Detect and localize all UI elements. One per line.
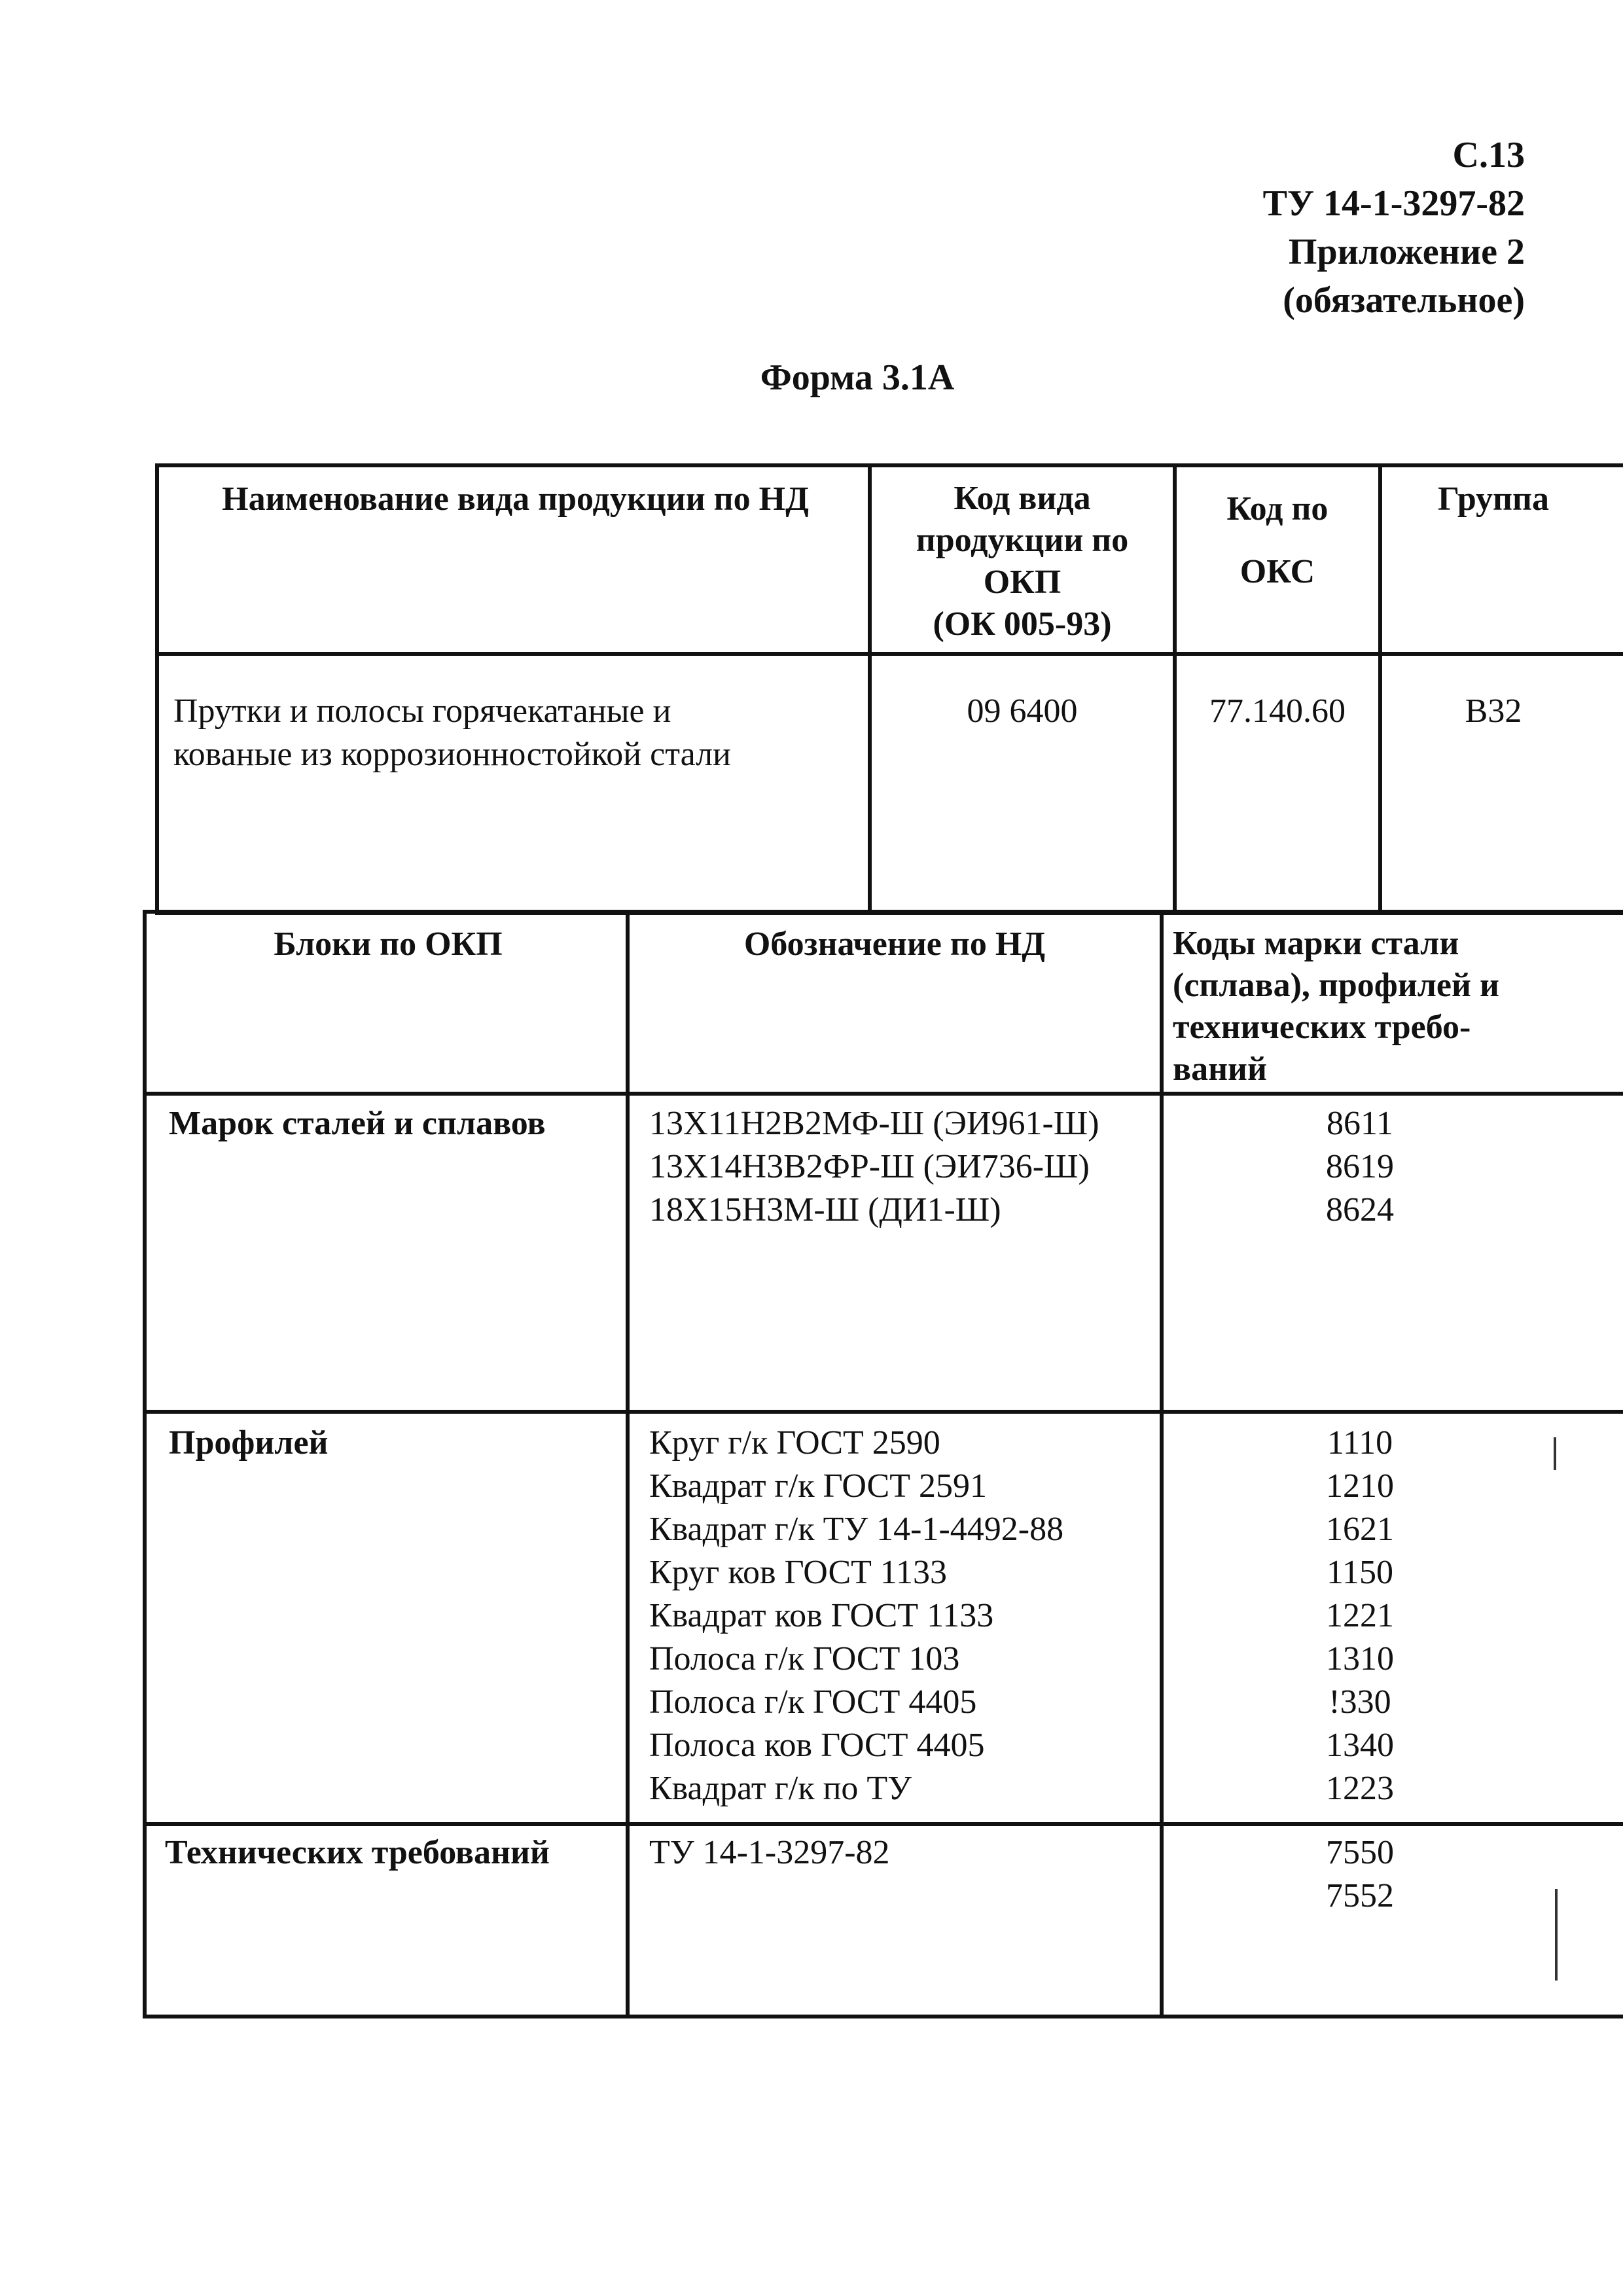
- code-item: 7550: [1326, 1834, 1394, 1871]
- code-item: 8624: [1326, 1191, 1394, 1229]
- list-item: Полоса ков ГОСТ 4405: [649, 1727, 985, 1764]
- header-oks-line: ОКС: [1240, 553, 1315, 590]
- code-item: 8619: [1326, 1148, 1394, 1185]
- grades-codes: [1164, 1102, 1556, 1232]
- code-item: 1310: [1326, 1640, 1394, 1677]
- scan-mark: [1554, 1437, 1556, 1470]
- annex-note: (обязательное): [1283, 280, 1525, 321]
- header-codes-line: Коды марки стали: [1173, 925, 1459, 962]
- code-item: 1110: [1327, 1424, 1393, 1462]
- code-item: 1340: [1326, 1727, 1394, 1764]
- list-item: Полоса г/к ГОСТ 4405: [649, 1683, 977, 1721]
- header-group: Группа: [1438, 480, 1549, 518]
- divider: [147, 1092, 1623, 1096]
- okp-code: 09 6400: [967, 692, 1078, 730]
- annex-label: Приложение 2: [1288, 232, 1525, 272]
- document-code: ТУ 14-1-3297-82: [1262, 183, 1525, 224]
- header-oks-line: Код по: [1226, 490, 1329, 528]
- list-item: Квадрат ков ГОСТ 1133: [649, 1597, 994, 1634]
- product-name: [173, 690, 861, 776]
- code-item: 1621: [1326, 1511, 1394, 1548]
- oks-code: 77.140.60: [1209, 692, 1346, 730]
- profiles-list: [649, 1422, 1160, 1810]
- tech-requirements-list: [649, 1831, 1160, 1874]
- list-item: Полоса г/к ГОСТ 103: [649, 1640, 960, 1677]
- codes-table: [143, 910, 1623, 2018]
- header-okp-line: (ОК 005-93): [933, 605, 1112, 643]
- list-item: Квадрат г/к по ТУ: [649, 1770, 912, 1807]
- divider: [159, 652, 1623, 656]
- list-item: Круг г/к ГОСТ 2590: [649, 1424, 940, 1462]
- document-header: [1263, 131, 1525, 325]
- block-tech-requirements: Технических требований: [165, 1834, 550, 1871]
- divider: [147, 1822, 1623, 1826]
- tech-requirements-codes: [1164, 1831, 1556, 1918]
- list-item: Круг ков ГОСТ 1133: [649, 1554, 947, 1591]
- code-item: 1223: [1326, 1770, 1394, 1807]
- profiles-codes: [1164, 1422, 1556, 1810]
- header-codes-line: технических требо-: [1173, 1009, 1471, 1046]
- list-item: 13Х11Н2В2МФ-Ш (ЭИ961-Ш): [649, 1105, 1099, 1142]
- divider: [147, 1410, 1623, 1414]
- block-grades: Марок сталей и сплавов: [169, 1105, 546, 1142]
- list-item: 13Х14Н3В2ФР-Ш (ЭИ736-Ш): [649, 1148, 1090, 1185]
- list-item: Квадрат г/к ТУ 14-1-4492-88: [649, 1511, 1064, 1548]
- block-profiles: Профилей: [169, 1424, 329, 1462]
- form-title: Форма 3.1А: [760, 357, 955, 398]
- header-product-name: Наименование вида продукции по НД: [222, 480, 809, 518]
- product-name-line: кованые из коррозионностойкой стали: [173, 736, 731, 773]
- header-codes: [1173, 923, 1623, 1090]
- list-item: Квадрат г/к ГОСТ 2591: [649, 1467, 987, 1505]
- code-item: 1221: [1326, 1597, 1394, 1634]
- code-item: 1210: [1326, 1467, 1394, 1505]
- header-codes-line: (сплава), профилей и: [1173, 967, 1499, 1004]
- product-name-line: Прутки и полосы горячекатаные и: [173, 692, 671, 730]
- code-item: !330: [1329, 1683, 1391, 1721]
- header-okp-line: продукции по: [916, 522, 1129, 559]
- code-item: 8611: [1326, 1105, 1394, 1142]
- page-number: С.13: [1452, 135, 1525, 175]
- code-item: 1150: [1326, 1554, 1394, 1591]
- scan-mark: [1555, 1889, 1558, 1981]
- header-blocks: Блоки по ОКП: [274, 925, 503, 963]
- divider: [1378, 467, 1382, 911]
- list-item: ТУ 14-1-3297-82: [649, 1834, 890, 1871]
- header-designation: Обозначение по НД: [743, 925, 1046, 963]
- header-okp-line: Код вида: [954, 480, 1091, 517]
- header-okp-code: [872, 478, 1173, 645]
- divider: [626, 914, 630, 2015]
- header-okp-line: ОКП: [983, 564, 1061, 601]
- code-item: 7552: [1326, 1877, 1394, 1914]
- header-oks-code: [1177, 478, 1378, 603]
- header-codes-line: ваний: [1173, 1050, 1267, 1088]
- grades-list: [649, 1102, 1160, 1232]
- group-code: В32: [1465, 692, 1522, 730]
- list-item: 18Х15Н3М-Ш (ДИ1-Ш): [649, 1191, 1001, 1229]
- product-table: [155, 463, 1623, 915]
